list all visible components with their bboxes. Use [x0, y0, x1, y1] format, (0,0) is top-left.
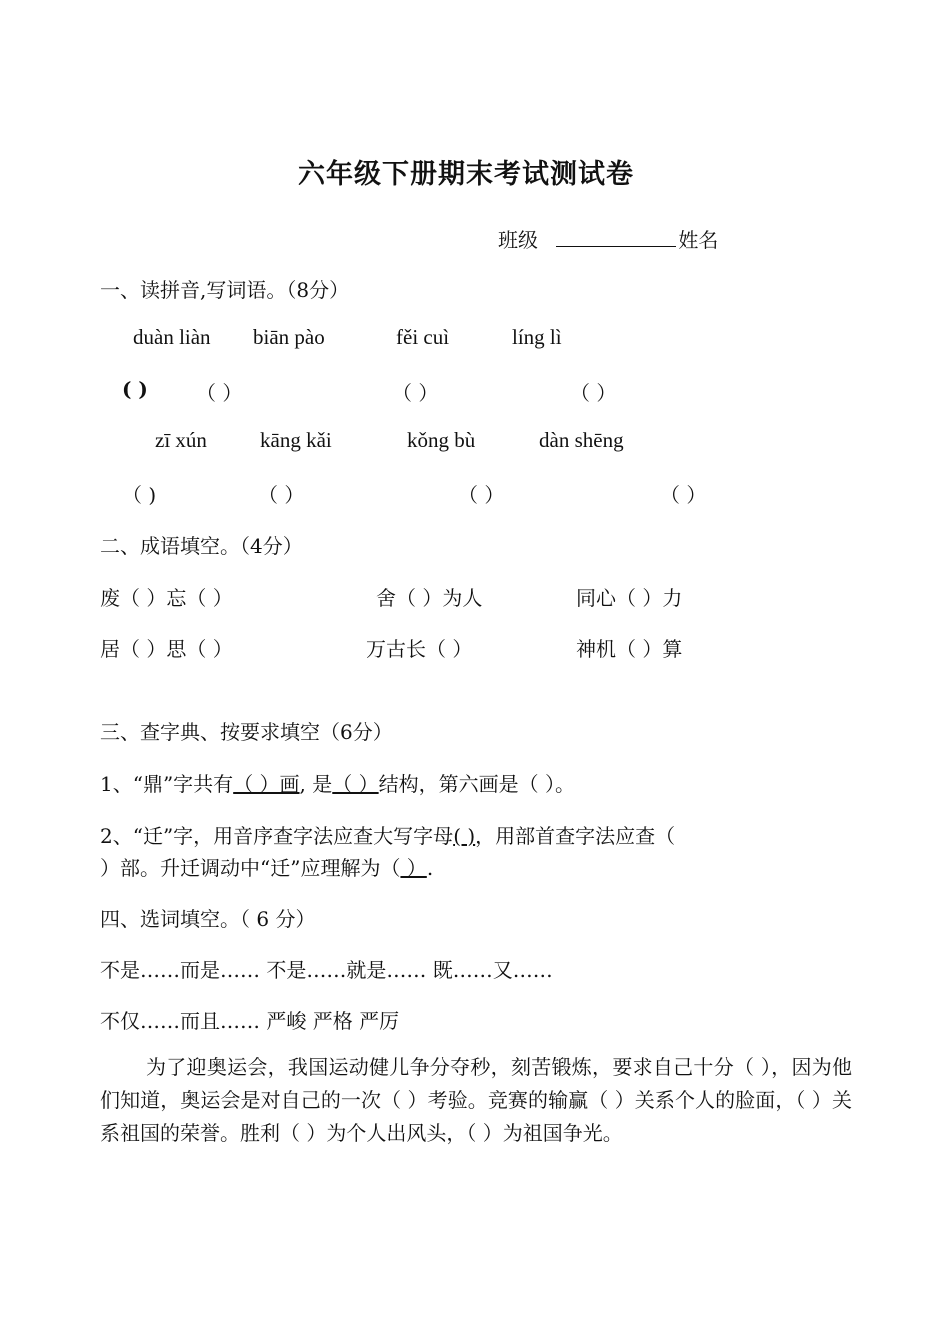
- pinyin-6: kāng kǎi: [260, 428, 332, 452]
- pinyin-5: zī xún: [155, 428, 207, 452]
- q2-text-c: ，用部首查字法应查（: [475, 824, 676, 848]
- question-3-2-cont: [100, 852, 433, 881]
- pinyin-4: líng lì: [512, 325, 562, 349]
- name-label: 姓名: [678, 228, 719, 252]
- blank-3: （ ）: [392, 381, 439, 405]
- idiom-6: 神机（ ）算: [576, 637, 683, 661]
- blank-7: （ ）: [458, 483, 505, 507]
- blank-6: （ ）: [258, 483, 305, 507]
- idiom-5: 万古长（ ）: [366, 637, 473, 661]
- q2-blank-letter: ( ): [453, 824, 476, 848]
- fill-in-paragraph: 为了迎奥运会，我国运动健儿争分夺秒，刻苦锻炼，要求自己十分（ ），因为他们知道，奥运会是对自己的一次（ ）考验。竞赛的输赢（ ）关系个人的脸面，（ ）关系祖国的荣誉。胜利（ ）为个人出风头，（ ）为祖国争光。: [100, 1055, 852, 1145]
- q1-blank-structure: （ ）: [332, 772, 379, 796]
- blank-5: （ ): [122, 483, 157, 507]
- pinyin-3: fěi cuì: [396, 325, 450, 349]
- pinyin-8: dàn shēng: [539, 428, 624, 452]
- word-bank-1: 不是……而是…… 不是……就是…… 既……又……: [100, 958, 553, 982]
- q1-text-a: 1、“鼎”字共有: [100, 772, 234, 796]
- pinyin-2: biān pào: [253, 325, 325, 349]
- q2-text-a: 2、“迁”字，用音序查字法应查大写字母: [100, 824, 454, 848]
- pinyin-7: kǒng bù: [407, 428, 476, 452]
- section3-heading: 三、查字典、按要求填空（6分）: [100, 720, 393, 744]
- page-title: 六年级下册期末考试测试卷: [298, 159, 634, 190]
- idiom-4: 居（ ）思（ ）: [100, 637, 233, 661]
- section1-heading: 一、读拼音,写词语。（8分）: [100, 278, 350, 302]
- idiom-1: 废（ ）忘（ ）: [100, 586, 233, 610]
- q2-text-d: ）部。升迁调动中“迁”应理解为（: [100, 856, 401, 880]
- blank-8: （ ）: [660, 483, 707, 507]
- idiom-2: 舍（ ）为人: [376, 586, 483, 610]
- q1-text-c: , 是: [299, 772, 333, 796]
- q1-text-e: 结构，第六画是（ ）。: [378, 772, 575, 796]
- q1-blank-strokes: （ ）画: [233, 772, 300, 796]
- section2-heading: 二、成语填空。（4分）: [100, 534, 303, 558]
- q2-text-f: .: [426, 856, 434, 880]
- question-3-1: [100, 768, 575, 797]
- pinyin-1: duàn liàn: [133, 325, 211, 349]
- student-info: [498, 224, 718, 253]
- q2-blank-meaning: ）: [400, 856, 427, 880]
- class-label: 班级: [498, 228, 538, 252]
- word-bank-2: 不仅……而且…… 严峻 严格 严厉: [100, 1009, 400, 1033]
- blank-4: （ ）: [570, 381, 617, 405]
- blank-2: （ ）: [196, 381, 243, 405]
- question-3-2: [100, 820, 675, 849]
- blank-1: ( ): [122, 377, 148, 401]
- class-blank: [556, 228, 676, 247]
- idiom-3: 同心（ ）力: [576, 586, 683, 610]
- section4-heading: 四、选词填空。（ 6 分）: [100, 907, 316, 931]
